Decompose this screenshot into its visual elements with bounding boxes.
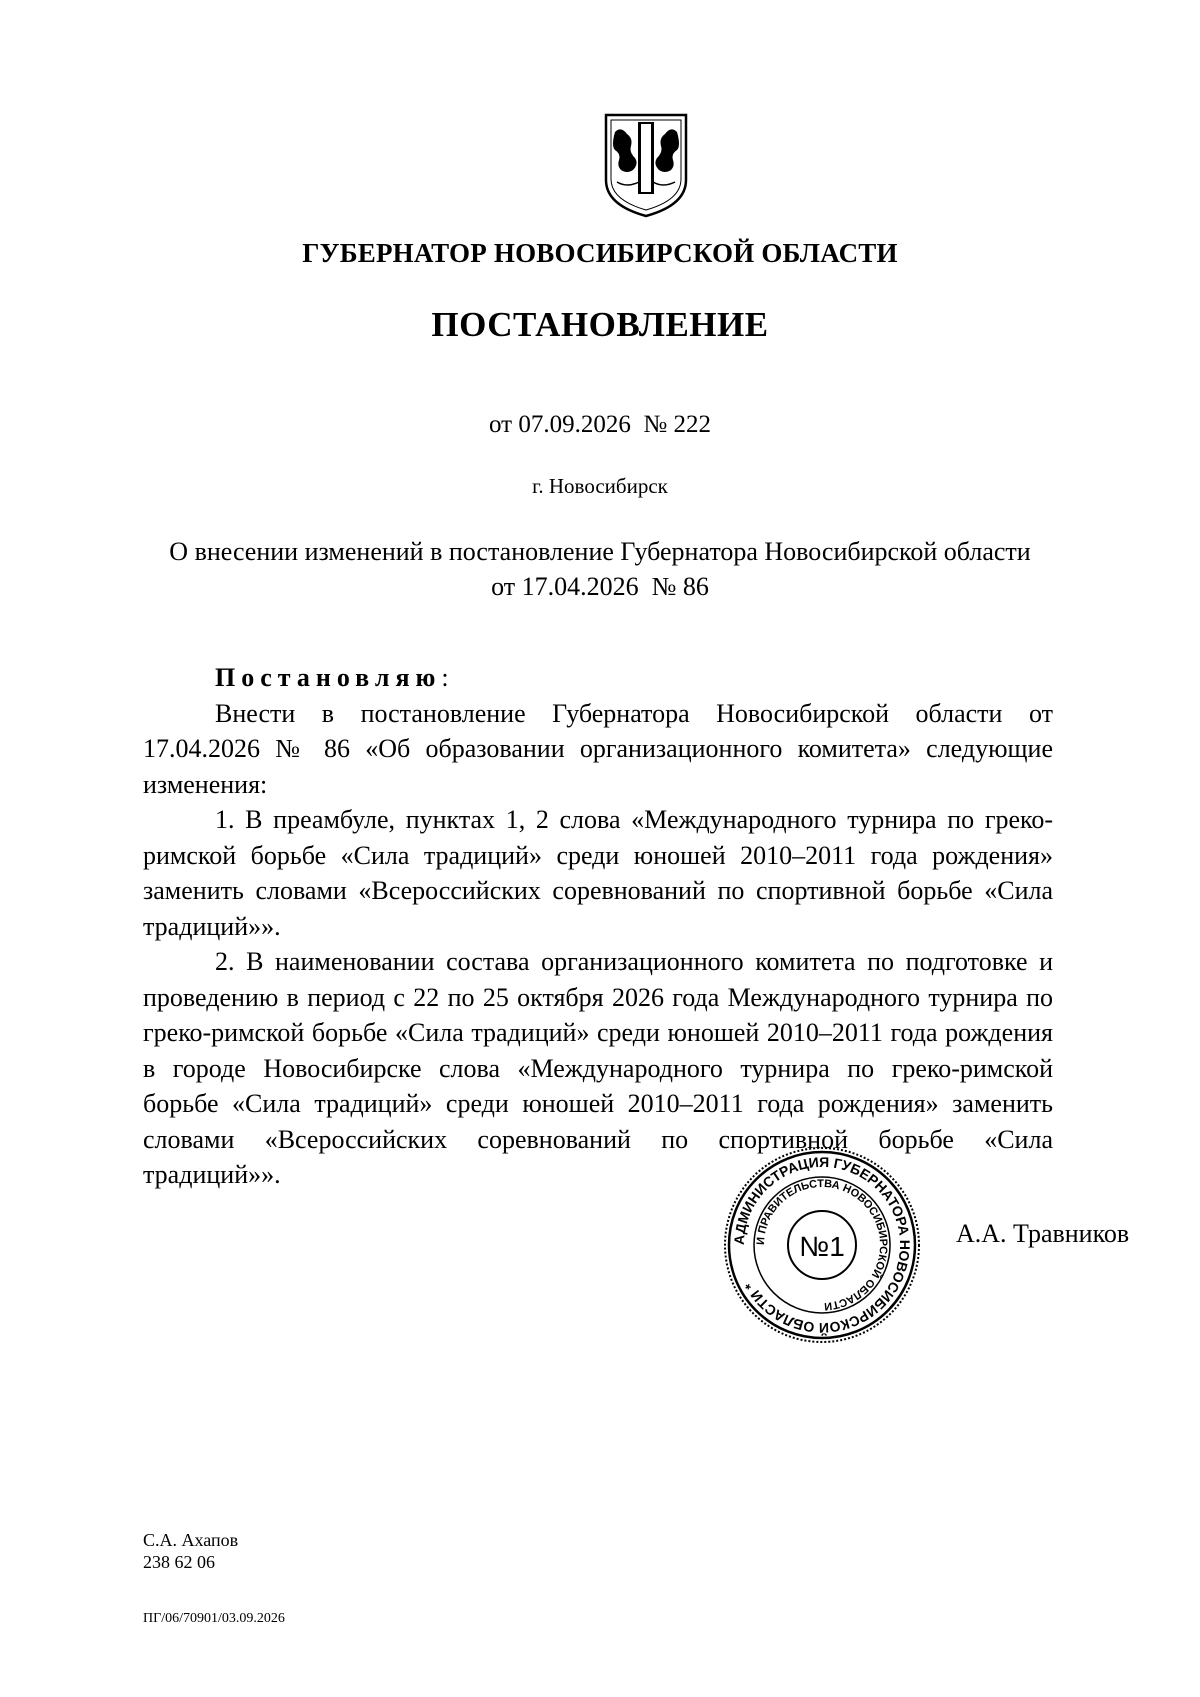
document-subject [150, 534, 1050, 604]
stamp-inner-text: И ПРАВИТЕЛЬСТВА НОВОСИБИРСКОЙ ОБЛАСТИ [754, 1177, 890, 1313]
official-seal-icon [722, 1145, 922, 1345]
body-item-1: 1. В преамбуле, пунктах 1, 2 слова «Международного турнира по греко-римской борьбе «Сила традиций» среди юношей 2010–2011 года рождения» заменить словами «Всероссийских соревнований по спортивной борьбе «Сила традиций»». [143, 805, 1053, 941]
document-city: г. Новосибирск [532, 474, 668, 498]
decree-heading [143, 660, 1053, 696]
signatory-name: А.А. Травников [956, 1219, 1130, 1248]
subject-line-1: О внесении изменений в постановление Губернатора Новосибирской области [169, 537, 1031, 566]
body-intro: Внести в постановление Губернатора Новосибирской области от 17.04.2026 № 86 «Об образовании организационного комитета» следующие изменения: [143, 698, 1053, 799]
document-type: ПОСТАНОВЛЕНИЕ [431, 305, 769, 344]
authority-title: ГУБЕРНАТОР НОВОСИБИРСКОЙ ОБЛАСТИ [302, 238, 898, 268]
executor-name: С.А. Ахапов [143, 1530, 239, 1550]
executor-block [143, 1529, 238, 1573]
decree-word: Постановляю [215, 663, 442, 692]
stamp-outer-text: АДМИНИСТРАЦИЯ ГУБЕРНАТОРА НОВОСИБИРСКОЙ ОБЛАСТИ * [730, 1153, 914, 1337]
stamp-number: №1 [799, 1231, 845, 1262]
subject-line-2: от 17.04.2026 № 86 [491, 572, 709, 601]
executor-phone: 238 62 06 [143, 1552, 215, 1572]
coat-of-arms-icon [601, 110, 691, 220]
document-body [143, 660, 1053, 1193]
document-code: ПГ/06/70901/03.09.2026 [143, 1611, 285, 1626]
document-date-number: от 07.09.2026 № 222 [489, 411, 711, 438]
body-item-2: 2. В наименовании состава организационного комитета по подготовке и проведению в период с 22 по 25 октября 2026 года Международного турнира по греко-римской борьбе «Сила традиций» среди юношей 2010–2011 года рождения в городе Новосибирске слова «Международного турнира по греко-римской борьбе «Сила традиций» среди юношей 2010–2011 года рождения» заменить словами «Всероссийских соревнований по спортивной борьбе «Сила традиций»». [143, 947, 1053, 1189]
decree-colon: : [441, 663, 449, 692]
